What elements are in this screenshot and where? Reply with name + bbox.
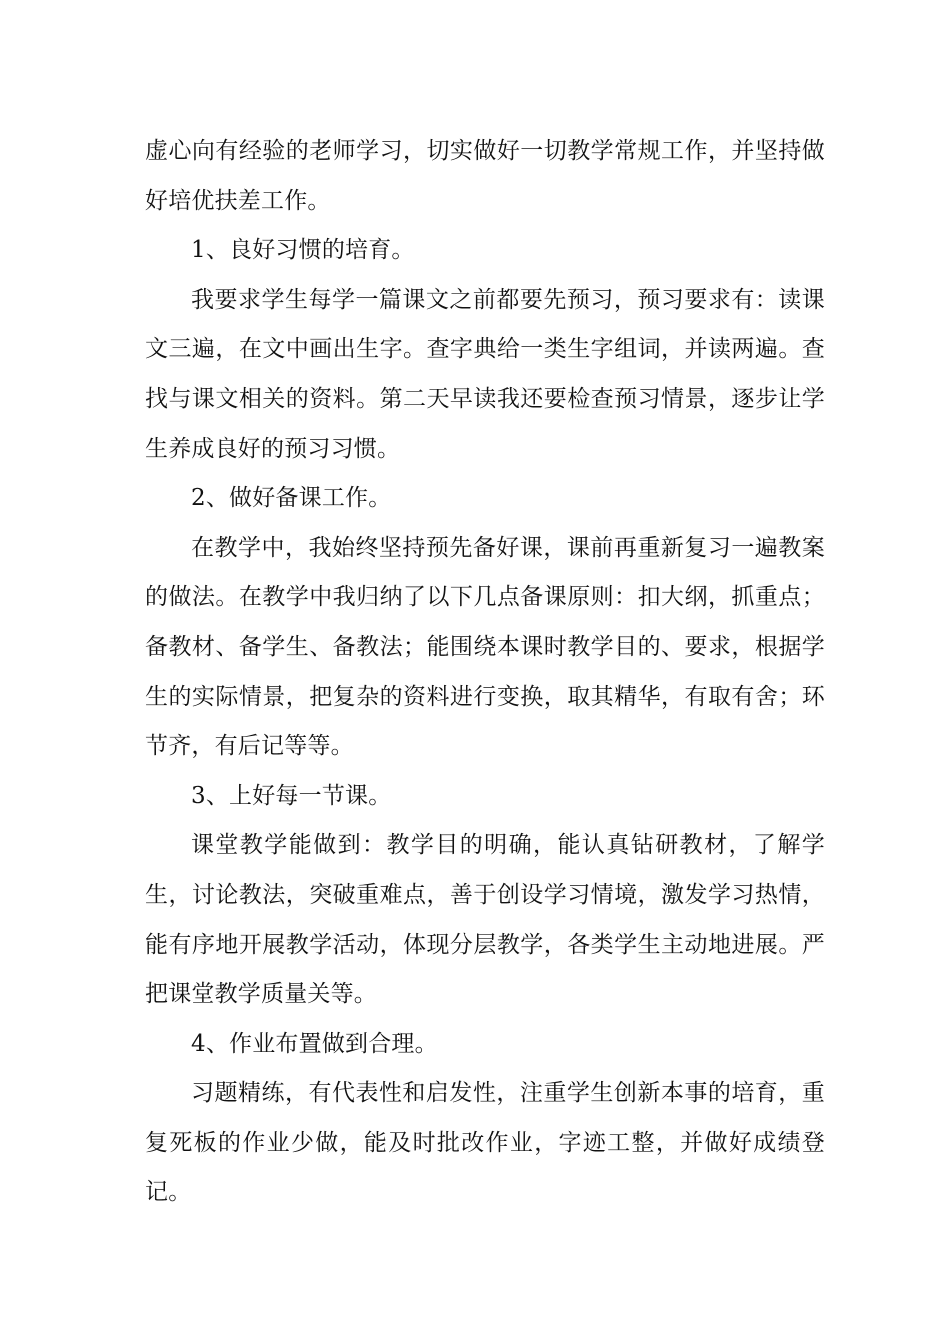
heading-teach-each-class: 3、上好每一节课。: [191, 782, 392, 809]
heading-lesson-preparation: 2、做好备课工作。: [191, 485, 392, 512]
paragraph-preparation-principles: 在教学中，我始终坚持预先备好课，课前再重新复习一遍教案的做法。在教学中我归纳了以下几点备课原则：扣大纲，抓重点；备教材、备学生、备教法；能围绕本课时教学目的、要求，根据学生的实际情景，把复杂的资料进行变换，取其精华，有取有舍；环节齐，有后记等等。: [145, 534, 825, 760]
document-body: [145, 127, 825, 1218]
paragraph-intro: 虚心向有经验的老师学习，切实做好一切教学常规工作，并坚持做好培优扶差工作。: [145, 138, 825, 214]
heading-habit-cultivation: 1、良好习惯的培育。: [191, 237, 415, 264]
heading-homework-assignment: 4、作业布置做到合理。: [191, 1030, 438, 1057]
paragraph-classroom-teaching: 课堂教学能做到：教学目的明确，能认真钻研教材，了解学生，讨论教法，突破重难点，善于创设学习情境，激发学习热情，能有序地开展教学活动，体现分层教学，各类学生主动地进展。严把课堂教学质量关等。: [145, 832, 825, 1008]
paragraph-homework-practice: 习题精练，有代表性和启发性，注重学生创新本事的培育，重复死板的作业少做，能及时批改作业，字迹工整，并做好成绩登记。: [145, 1080, 825, 1206]
paragraph-preview-requirements: 我要求学生每学一篇课文之前都要先预习，预习要求有：读课文三遍，在文中画出生字。查字典给一类生字组词，并读两遍。查找与课文相关的资料。第二天早读我还要检查预习情景，逐步让学生养成良好的预习习惯。: [145, 286, 825, 462]
